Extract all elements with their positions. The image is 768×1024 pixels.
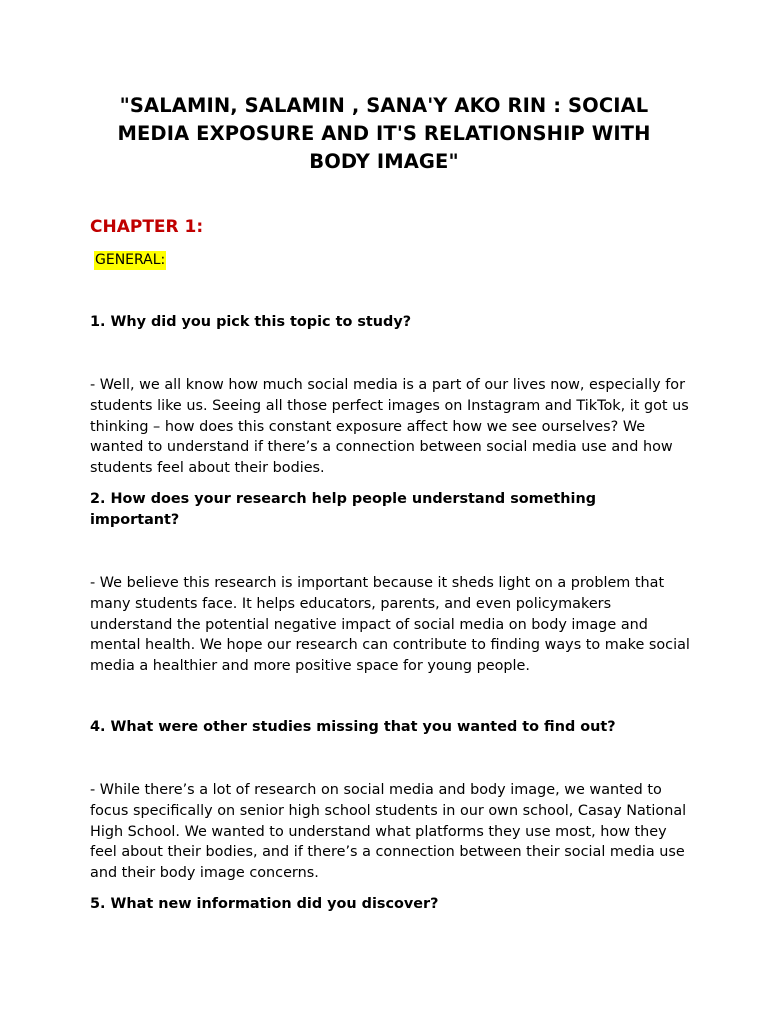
answer-2: - We believe this research is important because it sheds light on a problem that many students face. It helps educators, parents, and even policymakers understand the potential negative impact of social media on body image and mental health. We hope our research can contribute to finding ways to make social media a healthier and more positive space for young people. bbox=[90, 575, 690, 675]
question-4: 4. What were other studies missing that you wanted to find out? bbox=[90, 719, 616, 735]
question-5: 5. What new information did you discover? bbox=[90, 896, 439, 912]
section-label-highlighted: GENERAL: bbox=[95, 252, 166, 268]
answer-1: - Well, we all know how much social media is a part of our lives now, especially for students like us. Seeing all those perfect images on Instagram and TikTok, it got us thinking – how does this constant exposure affect how we see ourselves? We wanted to understand if there’s a connection between social media use and how students feel about their bodies. bbox=[90, 377, 689, 477]
answer-4: - While there’s a lot of research on social media and body image, we wanted to focus specifically on senior high school students in our own school, Casay National High School. We wanted to understand what platforms they use most, how they feel about their bodies, and if there’s a connection between their social media use and their body image concerns. bbox=[90, 782, 687, 882]
document-title: "SALAMIN, SALAMIN , SANA'Y AKO RIN : SOCIAL MEDIA EXPOSURE AND IT'S RELATIONSHIP WITH BODY IMAGE" bbox=[117, 94, 651, 173]
question-1: 1. Why did you pick this topic to study? bbox=[90, 314, 412, 330]
chapter-heading: CHAPTER 1: bbox=[90, 217, 204, 237]
question-2: 2. How does your research help people understand something important? bbox=[90, 491, 597, 528]
